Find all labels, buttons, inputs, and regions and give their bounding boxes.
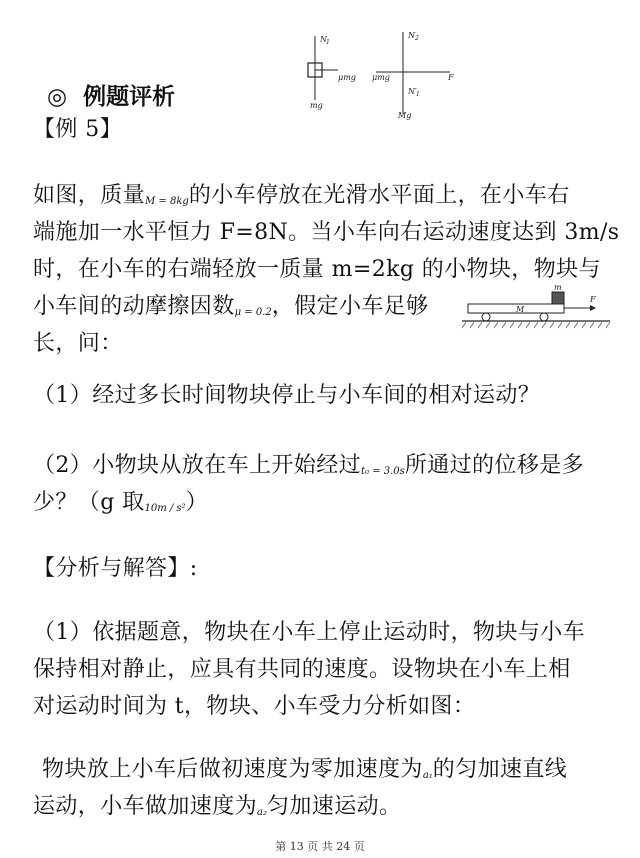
question-1: （1）经过多长时间物块停止与小车间的相对运动？: [33, 383, 541, 408]
heading-title: 例题评析: [83, 84, 176, 110]
label-mg: mg: [310, 101, 323, 110]
answer-1-line-3: 对运动时间为 t，物块、小车受力分析如图：: [33, 694, 476, 719]
block-force-diagram: [308, 35, 356, 110]
label-n1: N: [320, 35, 327, 44]
label-M: M: [516, 305, 525, 314]
force-diagram: [300, 28, 470, 120]
label-n2: N: [408, 31, 415, 40]
q2-line2-text-b: ）: [185, 490, 208, 515]
problem-line-3: 时，在小车的右端轻放一质量 m=2kg 的小物块，物块与: [33, 257, 601, 282]
problem-line-2: 端施加一水平恒力 F=8N。当小车向右运动速度达到 3m/s: [33, 220, 620, 245]
a2-line2-text-a: 运动，小车做加速度为: [33, 794, 258, 819]
a2-math: a₂: [257, 807, 267, 818]
mu-math: μ = 0.2: [234, 307, 272, 318]
answer-1-line-1: （1）依据题意，物块在小车上停止运动时，物块与小车: [33, 620, 585, 645]
g-math: 10m / s²: [144, 503, 186, 514]
label-cart-friction: μmg: [372, 73, 390, 82]
label-force-f: F: [448, 73, 454, 82]
q2-text-a: （2）小物块从放在车上开始经过: [33, 453, 361, 478]
q2-text-b: 所通过的位移是多: [404, 453, 585, 478]
wheel-right: [540, 313, 548, 321]
label-n1-prime: N′: [408, 87, 417, 96]
label-block-friction: μmg: [338, 73, 356, 82]
label-n1-sub: 1: [326, 39, 330, 46]
label-n1-prime-sub: 1: [416, 91, 420, 98]
mass-M-math: M = 8kg: [145, 196, 189, 207]
problem-l4-text-a: 小车间的动摩擦因数: [33, 294, 235, 319]
example-label: 【例 5】: [33, 117, 122, 142]
a2-line2-text-b: 匀加速运动。: [267, 794, 402, 819]
force-arrowhead: [590, 305, 596, 311]
analysis-heading: 【分析与解答】:: [33, 556, 198, 581]
problem-l1-text-b: 的小车停放在光滑水平面上，在小车右: [188, 183, 570, 208]
answer-2-line-2: [33, 787, 401, 833]
small-block: [552, 292, 564, 304]
cart-force-diagram: [372, 31, 454, 120]
question-2-line-2: [33, 483, 208, 529]
label-F: F: [590, 295, 596, 304]
q2-line2-text-a: 少？（g 取: [33, 490, 145, 515]
page-footer: 第 13 页 共 24 页: [275, 840, 365, 853]
wheel-left: [482, 313, 490, 321]
label-Mg: Mg: [398, 111, 412, 120]
answer-1-line-2: 保持相对静止，应具有共同的速度。设物块在小车上相: [33, 657, 571, 682]
a1-math: a₁: [422, 770, 433, 781]
ground-hatch: [462, 322, 610, 328]
problem-line-5: 长，问：: [33, 331, 123, 356]
problem-l1-text-a: 如图，质量: [33, 183, 146, 208]
a2-text-b: 的匀加速直线: [432, 757, 568, 782]
a2-text-a: 物块放上小车后做初速度为零加速度为: [42, 757, 423, 782]
t0-math: t₀ = 3.0s: [361, 466, 405, 477]
label-n2-sub: 2: [415, 35, 419, 42]
problem-l4-text-b: ，假定小车足够: [271, 294, 429, 319]
label-m: m: [554, 283, 562, 292]
cart-figure: [462, 282, 614, 338]
heading-symbol: ◎: [47, 84, 68, 110]
section-heading: [47, 78, 175, 111]
